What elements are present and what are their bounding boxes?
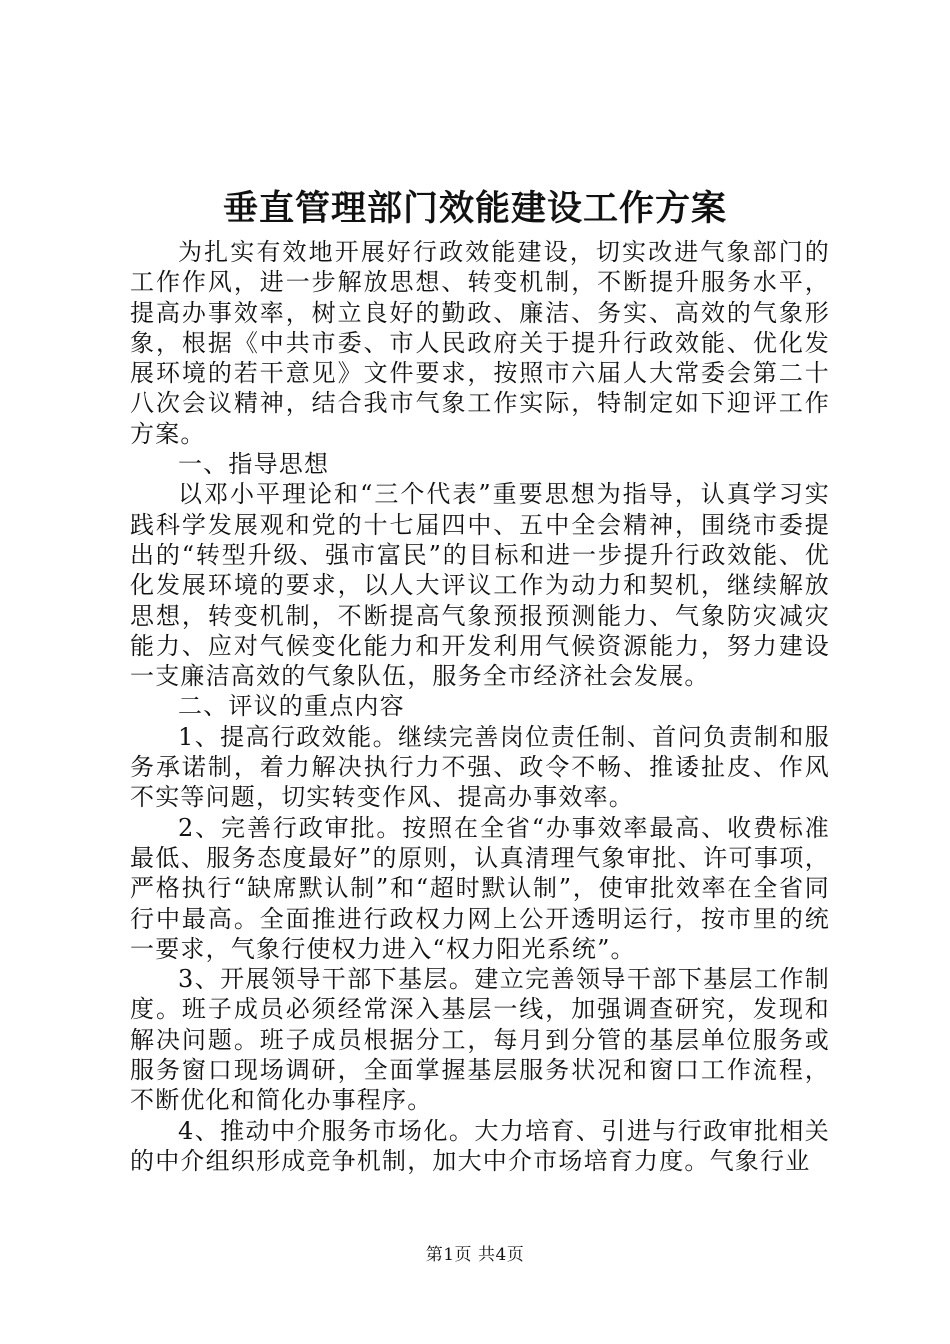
key-content-item-4: 4、推动中介服务市场化。大力培育、引进与行政审批相关的中介组织形成竞争机制，加大中介市场培育力度。气象行业 bbox=[130, 1116, 830, 1175]
document-title: 垂直管理部门效能建设工作方案 bbox=[222, 188, 727, 229]
key-content-item-1: 1、提高行政效能。继续完善岗位责任制、首问负责制和服务承诺制，着力解决执行力不强、政令不畅、推诿扯皮、作风不实等问题，切实转变作风、提高办事效率。 bbox=[130, 722, 830, 812]
guiding-thought-paragraph: 以邓小平理论和“三个代表”重要思想为指导，认真学习实践科学发展观和党的十七届四中、五中全会精神，围绕市委提出的“转型升级、强市富民”的目标和进一步提升行政效能、优化发展环境的要求，以人大评议工作为动力和契机，继续解放思想，转变机制，不断提高气象预报预测能力、气象防灾减灾能力、应对气候变化能力和开发利用气候资源能力，努力建设一支廉洁高效的气象队伍，服务全市经济社会发展。 bbox=[130, 480, 830, 691]
section-heading-guiding-thought: 一、指导思想 bbox=[178, 450, 330, 479]
section-heading-key-content: 二、评议的重点内容 bbox=[178, 692, 405, 721]
intro-paragraph: 为扎实有效地开展好行政效能建设，切实改进气象部门的工作作风，进一步解放思想、转变机制，不断提升服务水平，提高办事效率，树立良好的勤政、廉洁、务实、高效的气象形象，根据《中共市委、市人民政府关于提升行政效能、优化发展环境的若干意见》文件要求，按照市六届人大常委会第二十八次会议精神，结合我市气象工作实际，特制定如下迎评工作方案。 bbox=[130, 238, 830, 448]
document-body bbox=[130, 237, 830, 1176]
key-content-item-3: 3、开展领导干部下基层。建立完善领导干部下基层工作制度。班子成员必须经常深入基层一线，加强调查研究，发现和解决问题。班子成员根据分工，每月到分管的基层单位服务或服务窗口现场调研，全面掌握基层服务状况和窗口工作流程，不断优化和简化办事程序。 bbox=[130, 965, 830, 1115]
key-content-item-2: 2、完善行政审批。按照在全省“办事效率最高、收费标准最低、服务态度最好”的原则，认真清理气象审批、许可事项，严格执行“缺席默认制”和“超时默认制”，使审批效率在全省同行中最高。全面推进行政权力网上公开透明运行，按市里的统一要求，气象行使权力进入“权力阳光系统”。 bbox=[130, 813, 830, 963]
page-footer: 第1页 共4页 bbox=[425, 1245, 525, 1265]
